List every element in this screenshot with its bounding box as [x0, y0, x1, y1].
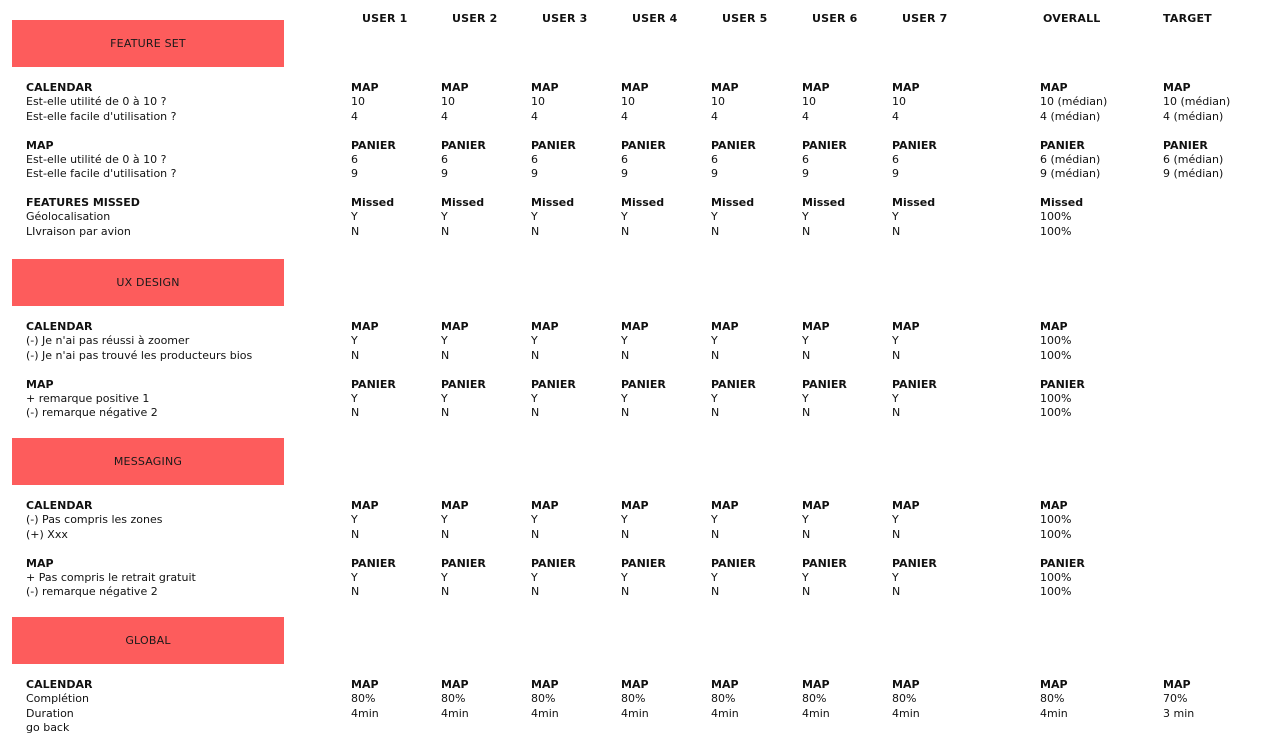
user-value: N [351, 348, 360, 362]
user-value: Y [531, 570, 538, 584]
group-label: CALENDAR [26, 678, 93, 691]
user-value: Y [531, 210, 538, 224]
user-value: N [621, 585, 630, 599]
row-label: Est-elle utilité de 0 à 10 ? [26, 152, 167, 166]
section-band: UX DESIGN [12, 259, 284, 306]
user-value: 4min [441, 706, 469, 720]
user-value: Y [351, 210, 358, 224]
user-value: N [711, 527, 720, 541]
user-value: 4 [531, 109, 538, 123]
target-value: 6 (médian) [1163, 152, 1224, 166]
group-subheader-overall: MAP [1040, 81, 1068, 94]
user-value: 4min [351, 706, 379, 720]
overall-value: 100% [1040, 406, 1072, 420]
group-subheader: MAP [711, 320, 739, 333]
group-subheader: MAP [531, 81, 559, 94]
user-value: Y [711, 210, 718, 224]
user-value: 4min [621, 706, 649, 720]
group-subheader: Missed [711, 196, 755, 209]
target-value: 3 min [1163, 706, 1195, 720]
user-value: 10 [621, 95, 635, 109]
group-subheader: PANIER [892, 556, 937, 570]
user-value: N [531, 406, 540, 420]
user-value: 6 [351, 152, 358, 166]
group-label: CALENDAR [26, 499, 93, 512]
group-subheader: MAP [531, 499, 559, 512]
group-subheader: MAP [802, 499, 830, 512]
user-value: 6 [802, 152, 809, 166]
group-subheader: MAP [441, 499, 469, 512]
target-value: 4 (médian) [1163, 109, 1224, 123]
group-subheader: PANIER [531, 377, 576, 391]
group-subheader-overall: MAP [1040, 320, 1068, 333]
group-subheader-overall: MAP [1040, 678, 1068, 691]
user-value: 80% [802, 692, 827, 706]
group-subheader-overall: MAP [1040, 499, 1068, 512]
user-value: 10 [351, 95, 365, 109]
overall-value: 100% [1040, 570, 1072, 584]
group-subheader-overall: PANIER [1040, 138, 1085, 152]
overall-value: 100% [1040, 348, 1072, 362]
column-header-user: USER 3 [542, 12, 588, 25]
user-value: 9 [441, 167, 448, 181]
group-label: CALENDAR [26, 320, 93, 333]
group-subheader: MAP [892, 320, 920, 333]
user-value: 80% [531, 692, 556, 706]
overall-value: 10 (médian) [1040, 95, 1108, 109]
group-subheader: MAP [802, 678, 830, 691]
group-label: MAP [26, 377, 54, 391]
overall-value: 100% [1040, 334, 1072, 348]
group-subheader: PANIER [802, 138, 847, 152]
row-label: Est-elle facile d'utilisation ? [26, 109, 177, 123]
user-value: 6 [531, 152, 538, 166]
user-value: Y [892, 391, 899, 405]
group-subheader: PANIER [441, 556, 486, 570]
user-value: Y [531, 391, 538, 405]
user-value: Y [892, 570, 899, 584]
group-label: MAP [26, 556, 54, 570]
group-subheader: PANIER [711, 138, 756, 152]
user-value: N [892, 527, 901, 541]
group-subheader: Missed [892, 196, 936, 209]
user-value: Y [351, 334, 358, 348]
user-value: Y [892, 210, 899, 224]
user-value: Y [711, 391, 718, 405]
user-value: N [711, 585, 720, 599]
group-subheader: PANIER [351, 556, 396, 570]
user-value: 80% [892, 692, 917, 706]
user-value: Y [802, 334, 809, 348]
group-subheader: PANIER [621, 138, 666, 152]
user-value: N [802, 585, 811, 599]
user-value: N [711, 406, 720, 420]
user-value: N [802, 348, 811, 362]
user-value: Y [351, 570, 358, 584]
row-label: Complétion [26, 692, 90, 706]
user-value: N [441, 406, 450, 420]
group-subheader: MAP [351, 81, 379, 94]
group-subheader: Missed [621, 196, 665, 209]
user-value: N [351, 224, 360, 238]
group-subheader: MAP [802, 81, 830, 94]
group-subheader: Missed [531, 196, 575, 209]
group-subheader: PANIER [531, 556, 576, 570]
column-header-target: TARGET [1163, 12, 1212, 25]
row-label: Duration [26, 706, 74, 720]
user-value: 10 [441, 95, 455, 109]
group-label: MAP [26, 138, 54, 152]
group-subheader: MAP [621, 320, 649, 333]
row-label: Est-elle facile d'utilisation ? [26, 167, 177, 181]
user-value: 4 [351, 109, 358, 123]
group-subheader: MAP [351, 320, 379, 333]
user-value: N [802, 527, 811, 541]
group-subheader: MAP [351, 678, 379, 691]
overall-value: 4 (médian) [1040, 109, 1101, 123]
group-subheader: PANIER [802, 556, 847, 570]
overall-value: 100% [1040, 391, 1072, 405]
user-value: Y [711, 334, 718, 348]
group-subheader: MAP [621, 678, 649, 691]
user-value: 4 [892, 109, 899, 123]
user-value: 9 [711, 167, 718, 181]
user-value: 80% [441, 692, 466, 706]
user-value: N [802, 224, 811, 238]
user-value: N [711, 224, 720, 238]
user-value: 9 [621, 167, 628, 181]
group-subheader-target: MAP [1163, 678, 1191, 691]
user-value: 6 [711, 152, 718, 166]
group-subheader: MAP [892, 81, 920, 94]
group-subheader-overall: Missed [1040, 196, 1084, 209]
group-subheader: Missed [351, 196, 395, 209]
row-label: (-) Je n'ai pas réussi à zoomer [26, 334, 190, 348]
group-subheader: MAP [441, 678, 469, 691]
overall-value: 80% [1040, 692, 1065, 706]
user-value: 4 [621, 109, 628, 123]
group-subheader-target: MAP [1163, 81, 1191, 94]
column-header-user: USER 1 [362, 12, 408, 25]
group-subheader: PANIER [892, 138, 937, 152]
overall-value: 100% [1040, 513, 1072, 527]
group-subheader: PANIER [711, 556, 756, 570]
user-value: 80% [351, 692, 376, 706]
user-value: Y [621, 513, 628, 527]
user-value: N [441, 348, 450, 362]
user-value: Y [621, 570, 628, 584]
group-label: FEATURES MISSED [26, 196, 140, 209]
user-value: Y [351, 391, 358, 405]
column-header-user: USER 6 [812, 12, 858, 25]
group-subheader: MAP [892, 499, 920, 512]
row-label: (+) Xxx [26, 527, 68, 541]
user-value: N [351, 406, 360, 420]
group-label: CALENDAR [26, 81, 93, 94]
overall-value: 100% [1040, 527, 1072, 541]
overall-value: 6 (médian) [1040, 152, 1101, 166]
row-label: (-) remarque négative 2 [26, 585, 158, 599]
group-subheader: MAP [711, 81, 739, 94]
user-value: 6 [892, 152, 899, 166]
user-value: Y [802, 210, 809, 224]
user-value: Y [441, 334, 448, 348]
group-subheader: MAP [531, 678, 559, 691]
user-value: N [892, 406, 901, 420]
group-subheader: MAP [711, 499, 739, 512]
row-label: (-) remarque négative 2 [26, 406, 158, 420]
user-value: Y [441, 570, 448, 584]
column-header-user: USER 7 [902, 12, 948, 25]
section-band: MESSAGING [12, 438, 284, 485]
group-subheader: MAP [711, 678, 739, 691]
target-value: 10 (médian) [1163, 95, 1231, 109]
target-value: 9 (médian) [1163, 167, 1224, 181]
user-value: 80% [711, 692, 736, 706]
user-value: 6 [441, 152, 448, 166]
group-subheader: MAP [621, 81, 649, 94]
user-value: N [711, 348, 720, 362]
user-value: 9 [892, 167, 899, 181]
user-value: N [531, 527, 540, 541]
group-subheader: Missed [441, 196, 485, 209]
user-value: Y [621, 210, 628, 224]
user-value: N [621, 527, 630, 541]
user-value: N [531, 348, 540, 362]
row-label: + Pas compris le retrait gratuit [26, 570, 196, 584]
group-subheader-overall: PANIER [1040, 377, 1085, 391]
user-value: N [531, 224, 540, 238]
user-value: 9 [351, 167, 358, 181]
user-value: Y [892, 513, 899, 527]
user-value: 4min [711, 706, 739, 720]
group-subheader: MAP [441, 320, 469, 333]
user-value: 10 [802, 95, 816, 109]
user-value: N [351, 527, 360, 541]
target-value: 70% [1163, 692, 1188, 706]
user-value: Y [802, 570, 809, 584]
group-subheader: PANIER [892, 377, 937, 391]
group-subheader: MAP [621, 499, 649, 512]
user-value: N [892, 585, 901, 599]
group-subheader: PANIER [621, 377, 666, 391]
user-value: 9 [531, 167, 538, 181]
user-value: 10 [892, 95, 906, 109]
user-value: 4min [802, 706, 830, 720]
group-subheader: PANIER [441, 377, 486, 391]
user-value: Y [351, 513, 358, 527]
group-subheader: PANIER [351, 138, 396, 152]
row-label: LIvraison par avion [26, 224, 131, 238]
user-value: Y [621, 391, 628, 405]
user-value: 10 [711, 95, 725, 109]
row-label: (-) Je n'ai pas trouvé les producteurs bios [26, 348, 253, 362]
user-value: 4min [892, 706, 920, 720]
user-value: Y [441, 391, 448, 405]
user-value: N [441, 224, 450, 238]
user-value: 4min [531, 706, 559, 720]
group-subheader: PANIER [711, 377, 756, 391]
user-value: 6 [621, 152, 628, 166]
user-value: N [802, 406, 811, 420]
group-subheader: MAP [441, 81, 469, 94]
group-subheader: MAP [802, 320, 830, 333]
group-subheader: Missed [802, 196, 846, 209]
column-header-user: USER 4 [632, 12, 678, 25]
user-value: N [621, 406, 630, 420]
user-value: N [621, 224, 630, 238]
column-header-overall: OVERALL [1043, 12, 1101, 25]
group-subheader-target: PANIER [1163, 138, 1208, 152]
user-value: N [441, 527, 450, 541]
user-value: 80% [621, 692, 646, 706]
user-value: N [531, 585, 540, 599]
user-value: Y [531, 513, 538, 527]
user-value: 4 [441, 109, 448, 123]
user-value: N [621, 348, 630, 362]
user-value: Y [441, 513, 448, 527]
row-label: Est-elle utilité de 0 à 10 ? [26, 95, 167, 109]
overall-value: 9 (médian) [1040, 167, 1101, 181]
user-value: Y [621, 334, 628, 348]
group-subheader: MAP [531, 320, 559, 333]
group-subheader: PANIER [802, 377, 847, 391]
user-value: Y [892, 334, 899, 348]
section-band: GLOBAL [12, 617, 284, 664]
user-value: Y [802, 513, 809, 527]
user-value: N [892, 348, 901, 362]
group-subheader: PANIER [441, 138, 486, 152]
user-value: 10 [531, 95, 545, 109]
group-subheader: MAP [351, 499, 379, 512]
user-value: 4 [711, 109, 718, 123]
user-value: N [441, 585, 450, 599]
group-subheader: PANIER [351, 377, 396, 391]
overall-value: 100% [1040, 585, 1072, 599]
user-value: Y [531, 334, 538, 348]
user-value: Y [441, 210, 448, 224]
user-value: Y [711, 513, 718, 527]
overall-value: 4min [1040, 706, 1068, 720]
column-header-user: USER 5 [722, 12, 768, 25]
user-value: 4 [802, 109, 809, 123]
user-value: Y [711, 570, 718, 584]
row-label: go back [26, 721, 70, 735]
user-value: N [351, 585, 360, 599]
column-header-user: USER 2 [452, 12, 498, 25]
row-label: + remarque positive 1 [26, 391, 150, 405]
section-band: FEATURE SET [12, 20, 284, 67]
user-value: 9 [802, 167, 809, 181]
overall-value: 100% [1040, 224, 1072, 238]
row-label: Géolocalisation [26, 210, 111, 224]
user-value: Y [802, 391, 809, 405]
group-subheader: PANIER [621, 556, 666, 570]
group-subheader: PANIER [531, 138, 576, 152]
row-label: (-) Pas compris les zones [26, 513, 163, 527]
group-subheader-overall: PANIER [1040, 556, 1085, 570]
group-subheader: MAP [892, 678, 920, 691]
user-value: N [892, 224, 901, 238]
overall-value: 100% [1040, 210, 1072, 224]
